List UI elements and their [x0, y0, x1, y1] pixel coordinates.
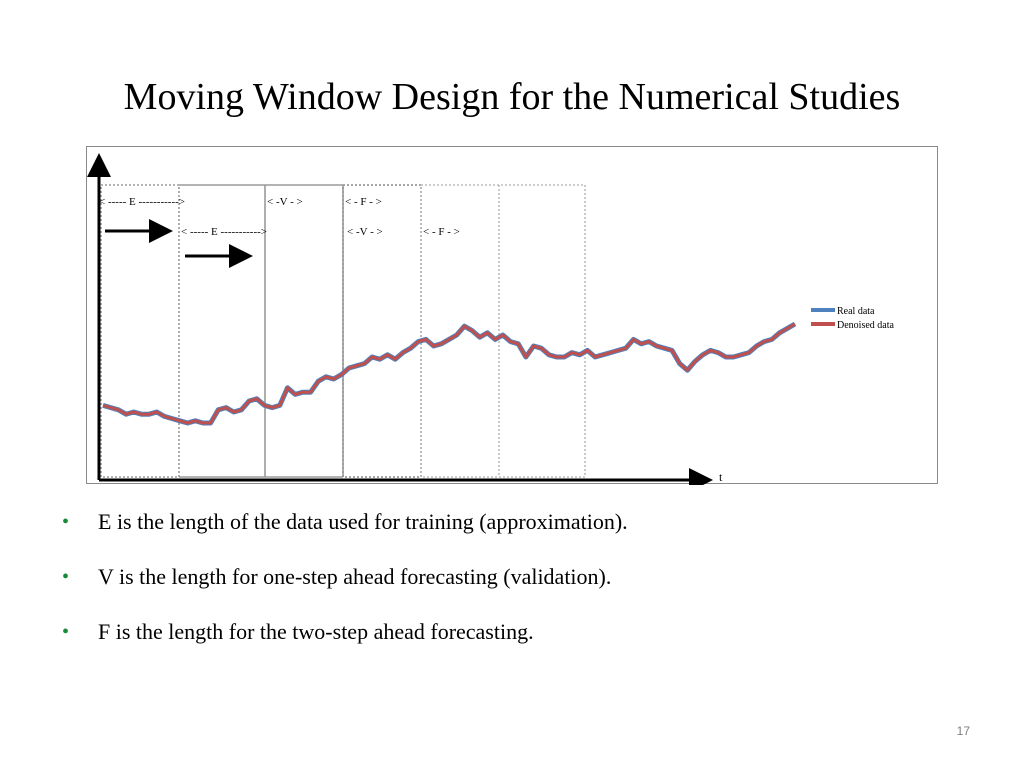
bullet-item — [62, 508, 962, 536]
page-number: 17 — [956, 724, 970, 738]
legend-label-denoised: Denoised data — [837, 320, 894, 331]
series-line-denoised-data — [103, 324, 795, 423]
x-axis-label: t — [719, 470, 723, 484]
bullet-item — [62, 563, 962, 591]
row1-f-label: < - F - > — [345, 196, 382, 208]
row2-v-label: < -V - > — [347, 226, 383, 238]
bullet-text: F is the length for the two-step ahead forecasting. — [98, 619, 534, 644]
slide-title: Moving Window Design for the Numerical Studies — [123, 76, 901, 118]
bullet-item — [62, 618, 962, 646]
bullet-text: V is the length for one-step ahead forecasting (validation). — [98, 564, 612, 589]
bullet-text: E is the length of the data used for training (approximation). — [98, 509, 628, 534]
row1-v-label: < -V - > — [267, 196, 303, 208]
legend-label-real: Real data — [837, 306, 875, 317]
window-labels-row-2 — [181, 226, 460, 238]
series-layer — [103, 324, 795, 423]
bullet-dot-icon: • — [62, 621, 70, 643]
row1-e-label: < ----- E -----------> — [99, 196, 185, 208]
bullet-list — [62, 508, 962, 673]
window-labels-row-1 — [99, 196, 382, 208]
legend — [811, 306, 894, 331]
row2-e-label: < ----- E -----------> — [181, 226, 267, 238]
row2-f-label: < - F - > — [423, 226, 460, 238]
bullet-dot-icon: • — [62, 511, 70, 533]
moving-window-figure — [86, 146, 938, 484]
moving-window-diagram — [87, 147, 939, 485]
bullet-dot-icon: • — [62, 566, 70, 588]
window-boundaries — [101, 185, 585, 477]
window-box-v1 — [265, 185, 343, 477]
